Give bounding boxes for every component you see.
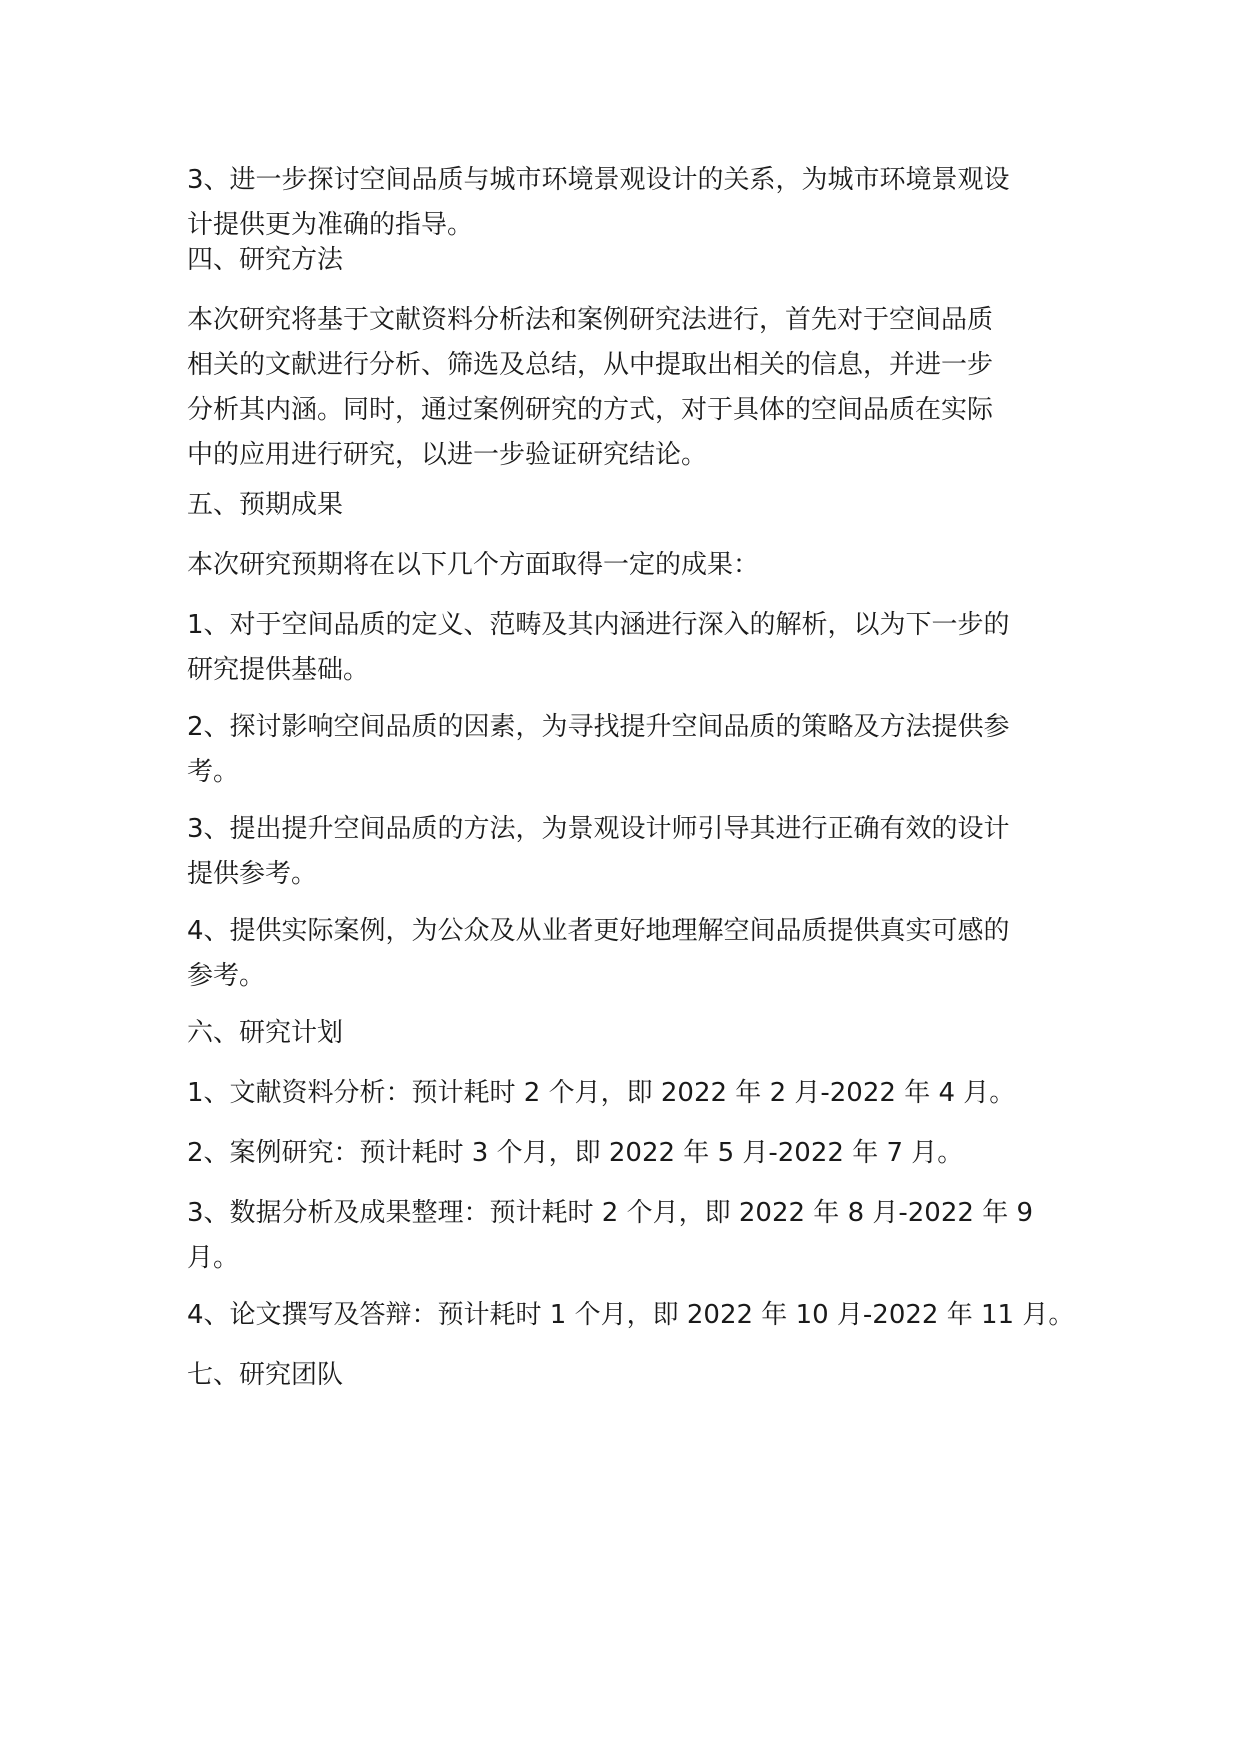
text-line: 4、提供实际案例，为公众及从业者更好地理解空间品质提供真实可感的 (187, 916, 1010, 946)
text-line: 3、数据分析及成果整理：预计耗时 2 个月，即 2022 年 8 月-2022 年 9 (187, 1198, 1034, 1228)
text-line: 中的应用进行研究，以进一步验证研究结论。 (187, 440, 708, 470)
text-line: 相关的文献进行分析、筛选及总结，从中提取出相关的信息，并进一步 (187, 350, 994, 380)
paragraph-plan-3 (187, 1191, 1072, 1281)
paragraph-result-4 (187, 909, 1072, 999)
text-line: 本次研究将基于文献资料分析法和案例研究法进行，首先对于空间品质 (187, 305, 994, 335)
text-line: 本次研究预期将在以下几个方面取得一定的成果： (187, 550, 760, 580)
text-line: 3、进一步探讨空间品质与城市环境景观设计的关系，为城市环境景观设 (187, 165, 1010, 195)
text-line: 考。 (187, 757, 240, 787)
heading-text: 七、研究团队 (187, 1360, 344, 1390)
paragraph-result-3 (187, 807, 1072, 897)
paragraph-objective-3 (187, 158, 1072, 248)
paragraph-plan-4 (187, 1293, 1087, 1338)
section-heading-expected-results (187, 483, 1072, 528)
text-line: 2、探讨影响空间品质的因素，为寻找提升空间品质的策略及方法提供参 (187, 712, 1010, 742)
text-line: 分析其内涵。同时，通过案例研究的方式，对于具体的空间品质在实际 (187, 395, 994, 425)
text-line: 1、对于空间品质的定义、范畴及其内涵进行深入的解析，以为下一步的 (187, 610, 1010, 640)
section-heading-research-method (187, 238, 1072, 283)
text-line: 提供参考。 (187, 859, 318, 889)
text-line: 1、文献资料分析：预计耗时 2 个月，即 2022 年 2 月-2022 年 4 月。 (187, 1078, 1016, 1108)
text-line: 参考。 (187, 961, 266, 991)
heading-text: 五、预期成果 (187, 490, 344, 520)
section-heading-research-team (187, 1353, 1072, 1398)
text-line: 计提供更为准确的指导。 (187, 210, 474, 240)
section-heading-research-plan (187, 1011, 1072, 1056)
text-line: 月。 (187, 1243, 240, 1273)
heading-text: 六、研究计划 (187, 1018, 344, 1048)
paragraph-plan-2 (187, 1131, 1072, 1176)
text-line: 3、提出提升空间品质的方法，为景观设计师引导其进行正确有效的设计 (187, 814, 1010, 844)
text-line: 4、论文撰写及答辩：预计耗时 1 个月，即 2022 年 10 月-2022 年 11 月。 (187, 1300, 1075, 1330)
text-line: 研究提供基础。 (187, 655, 370, 685)
paragraph-plan-1 (187, 1071, 1072, 1116)
paragraph-result-2 (187, 705, 1072, 795)
text-line: 2、案例研究：预计耗时 3 个月，即 2022 年 5 月-2022 年 7 月。 (187, 1138, 964, 1168)
paragraph-research-method (187, 298, 1072, 478)
paragraph-expected-intro (187, 543, 1072, 588)
paragraph-result-1 (187, 603, 1072, 693)
heading-text: 四、研究方法 (187, 245, 344, 275)
